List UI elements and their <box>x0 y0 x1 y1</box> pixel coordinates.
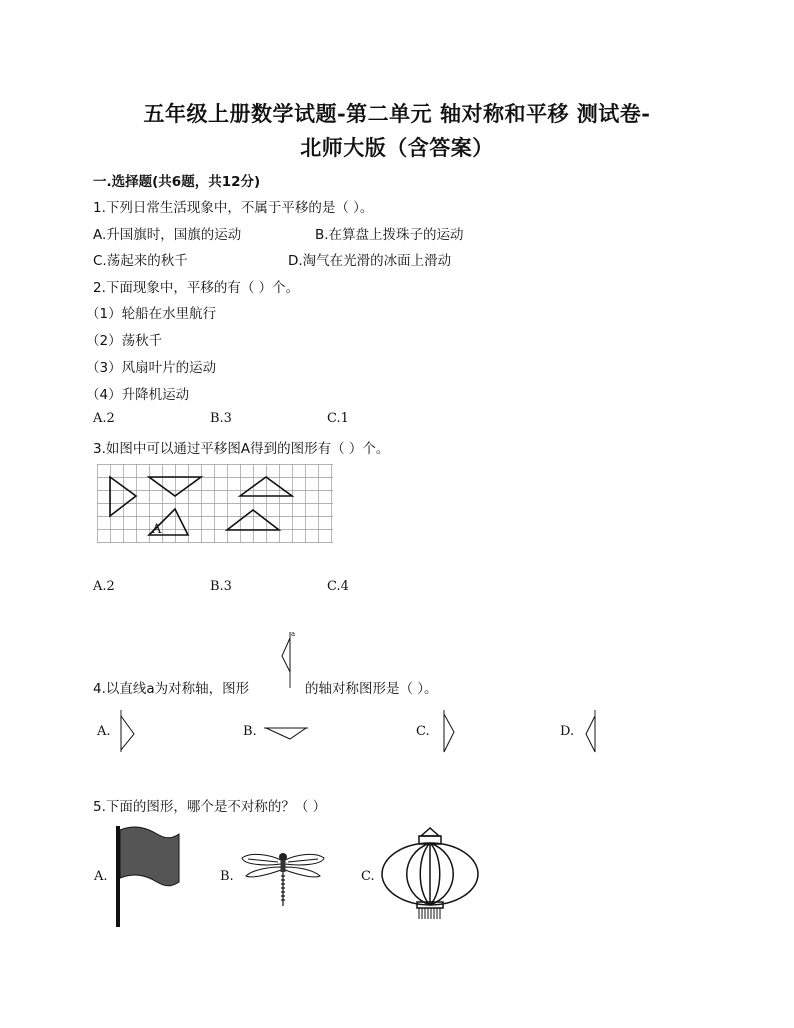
q2-item-2: （2）荡秋千 <box>86 333 163 349</box>
q5-lantern-figure <box>380 826 480 922</box>
q3-option-a: A.2 <box>93 579 115 594</box>
q3-triangle-upper <box>240 477 292 496</box>
q3-triangle-down <box>149 477 201 496</box>
q1-option-b: B.在算盘上拨珠子的运动 <box>315 227 464 243</box>
q1-option-a: A.升国旗时，国旗的运动 <box>93 227 242 243</box>
q4-stem-after: 的轴对称图形是（ ）。 <box>305 681 438 697</box>
q4-reference-figure <box>276 628 300 692</box>
q5-dragonfly-figure <box>238 848 328 908</box>
q4-option-d-figure <box>580 708 604 754</box>
q3-triangle-right <box>110 477 136 516</box>
q1-option-d: D.淘气在光滑的冰面上滑动 <box>288 253 452 269</box>
q4-option-c: C. <box>416 724 430 739</box>
q1-option-c: C.荡起来的秋千 <box>93 253 188 269</box>
q5-option-a: A. <box>94 869 108 884</box>
q4-option-b: B. <box>243 724 257 739</box>
q2-item-3: （3）风扇叶片的运动 <box>86 360 217 376</box>
section-heading: 一.选择题(共6题，共12分) <box>93 174 261 190</box>
page-title-line-1: 五年级上册数学试题-第二单元 轴对称和平移 测试卷- <box>143 101 651 126</box>
q2-option-b: B.3 <box>210 411 232 426</box>
q1-stem: 1.下列日常生活现象中，不属于平移的是（ ）。 <box>93 200 374 216</box>
q5-stem: 5.下面的图形，哪个是不对称的？（ ） <box>93 799 327 815</box>
q3-option-b: B.3 <box>210 579 232 594</box>
q5-flag-figure <box>113 824 183 928</box>
q4-option-d: D. <box>560 724 575 739</box>
q5-option-c: C. <box>361 869 375 884</box>
q2-item-4: （4）升降机运动 <box>86 387 190 403</box>
q4-option-c-figure <box>436 708 460 754</box>
q2-option-a: A.2 <box>93 411 115 426</box>
q4-option-a-figure <box>116 708 140 754</box>
q4-stem-before: 4.以直线a为对称轴，图形 <box>93 681 250 697</box>
q3-grid-figure <box>97 464 333 544</box>
q3-triangle-lower <box>227 510 279 530</box>
q5-option-b: B. <box>220 869 234 884</box>
q3-stem: 3.如图中可以通过平移图A得到的图形有（ ）个。 <box>93 441 390 457</box>
q2-option-c: C.1 <box>327 411 349 426</box>
q4-axis-label: a <box>291 630 296 638</box>
page-title-line-2: 北师大版（含答案） <box>300 135 494 160</box>
q3-option-c: C.4 <box>327 579 349 594</box>
q2-stem: 2.下面现象中，平移的有（ ）个。 <box>93 280 300 296</box>
q3-figure-label: A <box>152 522 162 537</box>
q2-item-1: （1）轮船在水里航行 <box>86 306 217 322</box>
q4-option-a: A. <box>97 724 111 739</box>
q4-option-b-figure <box>262 724 310 744</box>
